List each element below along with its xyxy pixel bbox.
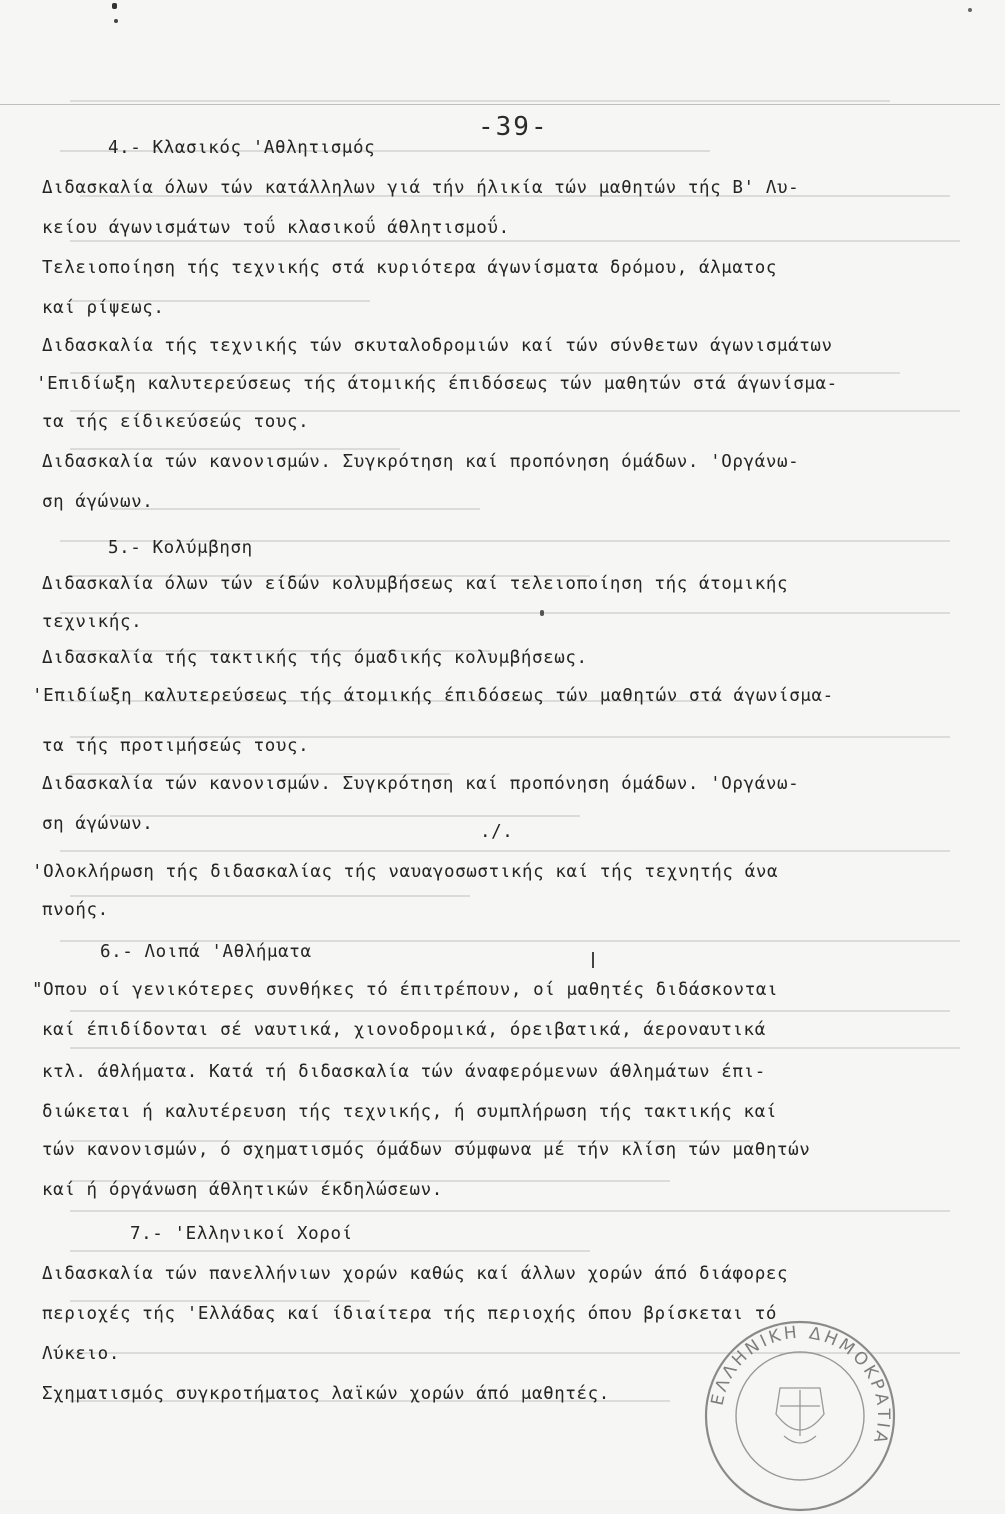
- text-line: κείου άγωνισμάτων τοΰ κλασικοΰ άθλητισμοΰ.: [42, 218, 510, 238]
- section-heading-5: 5.- Κολύμβηση: [108, 538, 253, 558]
- text-line: καί ή όργάνωση άθλητικών έκδηλώσεων.: [42, 1180, 443, 1200]
- text-line: Λύκειο.: [42, 1344, 120, 1364]
- text-line: Σχηματισμός συγκροτήματος λαϊκών χορών άπό μαθητές.: [42, 1384, 610, 1404]
- text-line: τών κανονισμών, ό σχηματισμός όμάδων σύμφωνα μέ τήν κλίση τών μαθητών: [42, 1140, 811, 1160]
- text-line: καί έπιδίδονται σέ ναυτικά, χιονοδρομικά, όρειβατικά, άεροναυτικά: [42, 1020, 766, 1040]
- text-line: 'Επιδίωξη καλυτερεύσεως τής άτομικής έπιδόσεως τών μαθητών στά άγωνίσμα-: [32, 686, 834, 706]
- speck: [112, 3, 117, 9]
- text-line: Διδασκαλία τών πανελλήνιων χορών καθώς καί άλλων χορών άπό διάφορες: [42, 1264, 789, 1284]
- official-stamp: [700, 1318, 900, 1514]
- text-line: τα τής προτιμήσεώς τους.: [42, 736, 310, 756]
- speck: [114, 19, 118, 23]
- text-line: "Οπου οί γενικότερες συνθήκες τό έπιτρέπουν, οί μαθητές διδάσκονται: [32, 980, 779, 1000]
- text-line: Διδασκαλία τής τακτικής τής όμαδικής κολυμβήσεως.: [42, 648, 588, 668]
- text-line: τα τής είδικεύσεώς τους.: [42, 412, 310, 432]
- text-line: πνοής.: [42, 900, 109, 920]
- speck: [968, 8, 972, 12]
- section-heading-7: 7.- 'Ελληνικοί Χοροί: [130, 1224, 353, 1244]
- text-line: Διδασκαλία όλων τών είδών κολυμβήσεως καί τελειοποίηση τής άτομικής: [42, 574, 789, 594]
- text-line: 'Επιδίωξη καλυτερεύσεως τής άτομικής έπιδόσεως τών μαθητών στά άγωνίσμα-: [36, 374, 838, 394]
- text-line: Τελειοποίηση τής τεχνικής στά κυριότερα άγωνίσματα δρόμου, άλματος: [42, 258, 777, 278]
- text-line: περιοχές τής 'Ελλάδας καί ίδιαίτερα τής περιοχής όπου βρίσκεται τό: [42, 1304, 777, 1324]
- stamp-ring-text: ΕΛΛΗΝΙΚΗ ΔΗΜΟΚΡΑΤΙΑ: [707, 1322, 894, 1449]
- speck: [540, 610, 544, 616]
- stamp-emblem-icon: [776, 1388, 824, 1443]
- section-separator: ./.: [480, 822, 514, 842]
- text-line: Διδασκαλία τών κανονισμών. Συγκρότηση καί προπόνηση όμάδων. 'Οργάνω-: [42, 452, 800, 472]
- text-line: Διδασκαλία τών κανονισμών. Συγκρότηση καί προπόνηση όμάδων. 'Οργάνω-: [42, 774, 800, 794]
- text-line: ση άγώνων.: [42, 492, 154, 512]
- page-number: -39-: [478, 112, 549, 142]
- speck: [592, 952, 594, 968]
- text-line: διώκεται ή καλυτέρευση τής τεχνικής, ή συμπλήρωση τής τακτικής καί: [42, 1102, 777, 1122]
- text-line: Διδασκαλία όλων τών κατάλληλων γιά τήν ήλικία τών μαθητών τής Β' Λυ-: [42, 178, 800, 198]
- text-line: κτλ. άθλήματα. Κατά τή διδασκαλία τών άναφερόμενων άθλημάτων έπι-: [42, 1062, 766, 1082]
- text-line: καί ρίψεως.: [42, 298, 165, 318]
- text-line: Διδασκαλία τής τεχνικής τών σκυταλοδρομιών καί τών σύνθετων άγωνισμάτων: [42, 336, 833, 356]
- text-line: τεχνικής.: [42, 612, 143, 632]
- text-line: 'Ολοκλήρωση τής διδασκαλίας τής ναυαγοσωστικής καί τής τεχνητής άνα: [32, 862, 779, 882]
- text-line: ση άγώνων.: [42, 814, 154, 834]
- section-heading-4: 4.- Κλασικός 'Αθλητισμός: [108, 138, 376, 158]
- section-heading-6: 6.- Λοιπά 'Αθλήματα: [100, 942, 312, 962]
- header-rule: [0, 104, 1000, 105]
